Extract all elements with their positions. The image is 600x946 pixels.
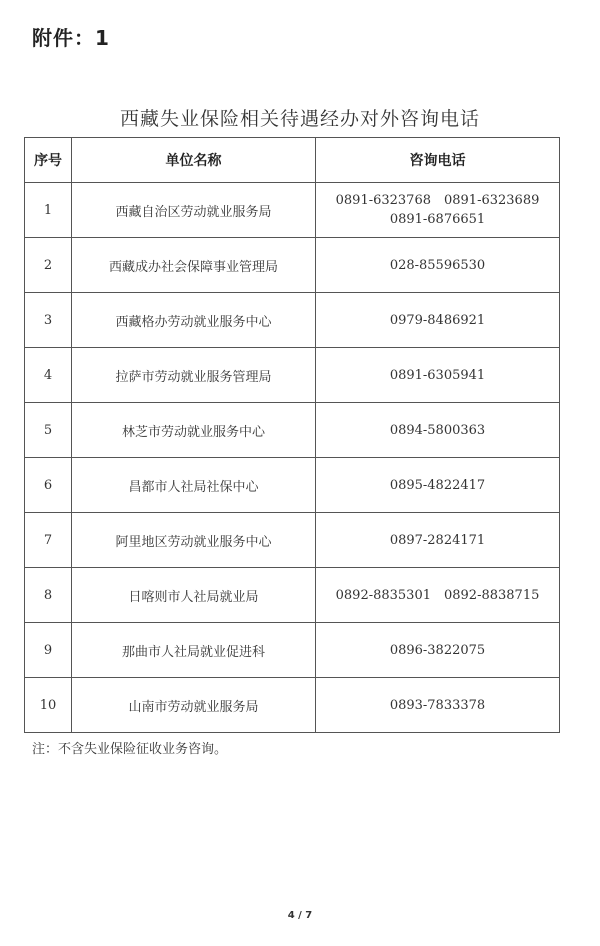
row-phone xyxy=(316,183,560,238)
row-unit: 日喀则市人社局就业局 xyxy=(72,568,316,623)
header-phone: 咨询电话 xyxy=(316,138,560,183)
row-index: 3 xyxy=(25,293,72,348)
table-row xyxy=(25,348,560,403)
row-phone: 0895-4822417 xyxy=(316,458,560,513)
row-unit: 西藏格办劳动就业服务中心 xyxy=(72,293,316,348)
table-row xyxy=(25,568,560,623)
phone-line: 0891-6323768 0891-6323689 xyxy=(335,193,540,208)
header-unit: 单位名称 xyxy=(72,138,316,183)
table-row xyxy=(25,678,560,733)
table-header-row xyxy=(25,138,560,183)
row-unit: 昌都市人社局社保中心 xyxy=(72,458,316,513)
row-phone: 0896-3822075 xyxy=(316,623,560,678)
table-row xyxy=(25,623,560,678)
row-index: 8 xyxy=(25,568,72,623)
row-phone: 028-85596530 xyxy=(316,238,560,293)
contact-table xyxy=(24,137,560,733)
row-unit: 山南市劳动就业服务局 xyxy=(72,678,316,733)
table-row xyxy=(25,293,560,348)
row-unit: 林芝市劳动就业服务中心 xyxy=(72,403,316,458)
row-index: 5 xyxy=(25,403,72,458)
row-index: 7 xyxy=(25,513,72,568)
table-row xyxy=(25,403,560,458)
row-index: 6 xyxy=(25,458,72,513)
row-unit: 阿里地区劳动就业服务中心 xyxy=(72,513,316,568)
attachment-label: 附件：1 xyxy=(32,26,110,50)
phone-line: 0891-6876651 xyxy=(389,212,486,227)
document-title: 西藏失业保险相关待遇经办对外咨询电话 xyxy=(119,108,480,130)
header-index: 序号 xyxy=(25,138,72,183)
row-index: 1 xyxy=(25,183,72,238)
row-unit: 西藏自治区劳动就业服务局 xyxy=(72,183,316,238)
row-index: 4 xyxy=(25,348,72,403)
table-row xyxy=(25,238,560,293)
row-phone: 0893-7833378 xyxy=(316,678,560,733)
row-phone: 0892-8835301 0892-8838715 xyxy=(316,568,560,623)
row-index: 10 xyxy=(25,678,72,733)
row-phone: 0894-5800363 xyxy=(316,403,560,458)
table-note: 注：不含失业保险征收业务咨询。 xyxy=(32,742,228,757)
row-index: 2 xyxy=(25,238,72,293)
row-unit: 西藏成办社会保障事业管理局 xyxy=(72,238,316,293)
row-phone: 0891-6305941 xyxy=(316,348,560,403)
table-row xyxy=(25,183,560,238)
row-unit: 拉萨市劳动就业服务管理局 xyxy=(72,348,316,403)
row-index: 9 xyxy=(25,623,72,678)
row-phone: 0979-8486921 xyxy=(316,293,560,348)
page-number: 4 / 7 xyxy=(287,910,313,921)
table-row xyxy=(25,513,560,568)
row-unit: 那曲市人社局就业促进科 xyxy=(72,623,316,678)
row-phone: 0897-2824171 xyxy=(316,513,560,568)
table-row xyxy=(25,458,560,513)
